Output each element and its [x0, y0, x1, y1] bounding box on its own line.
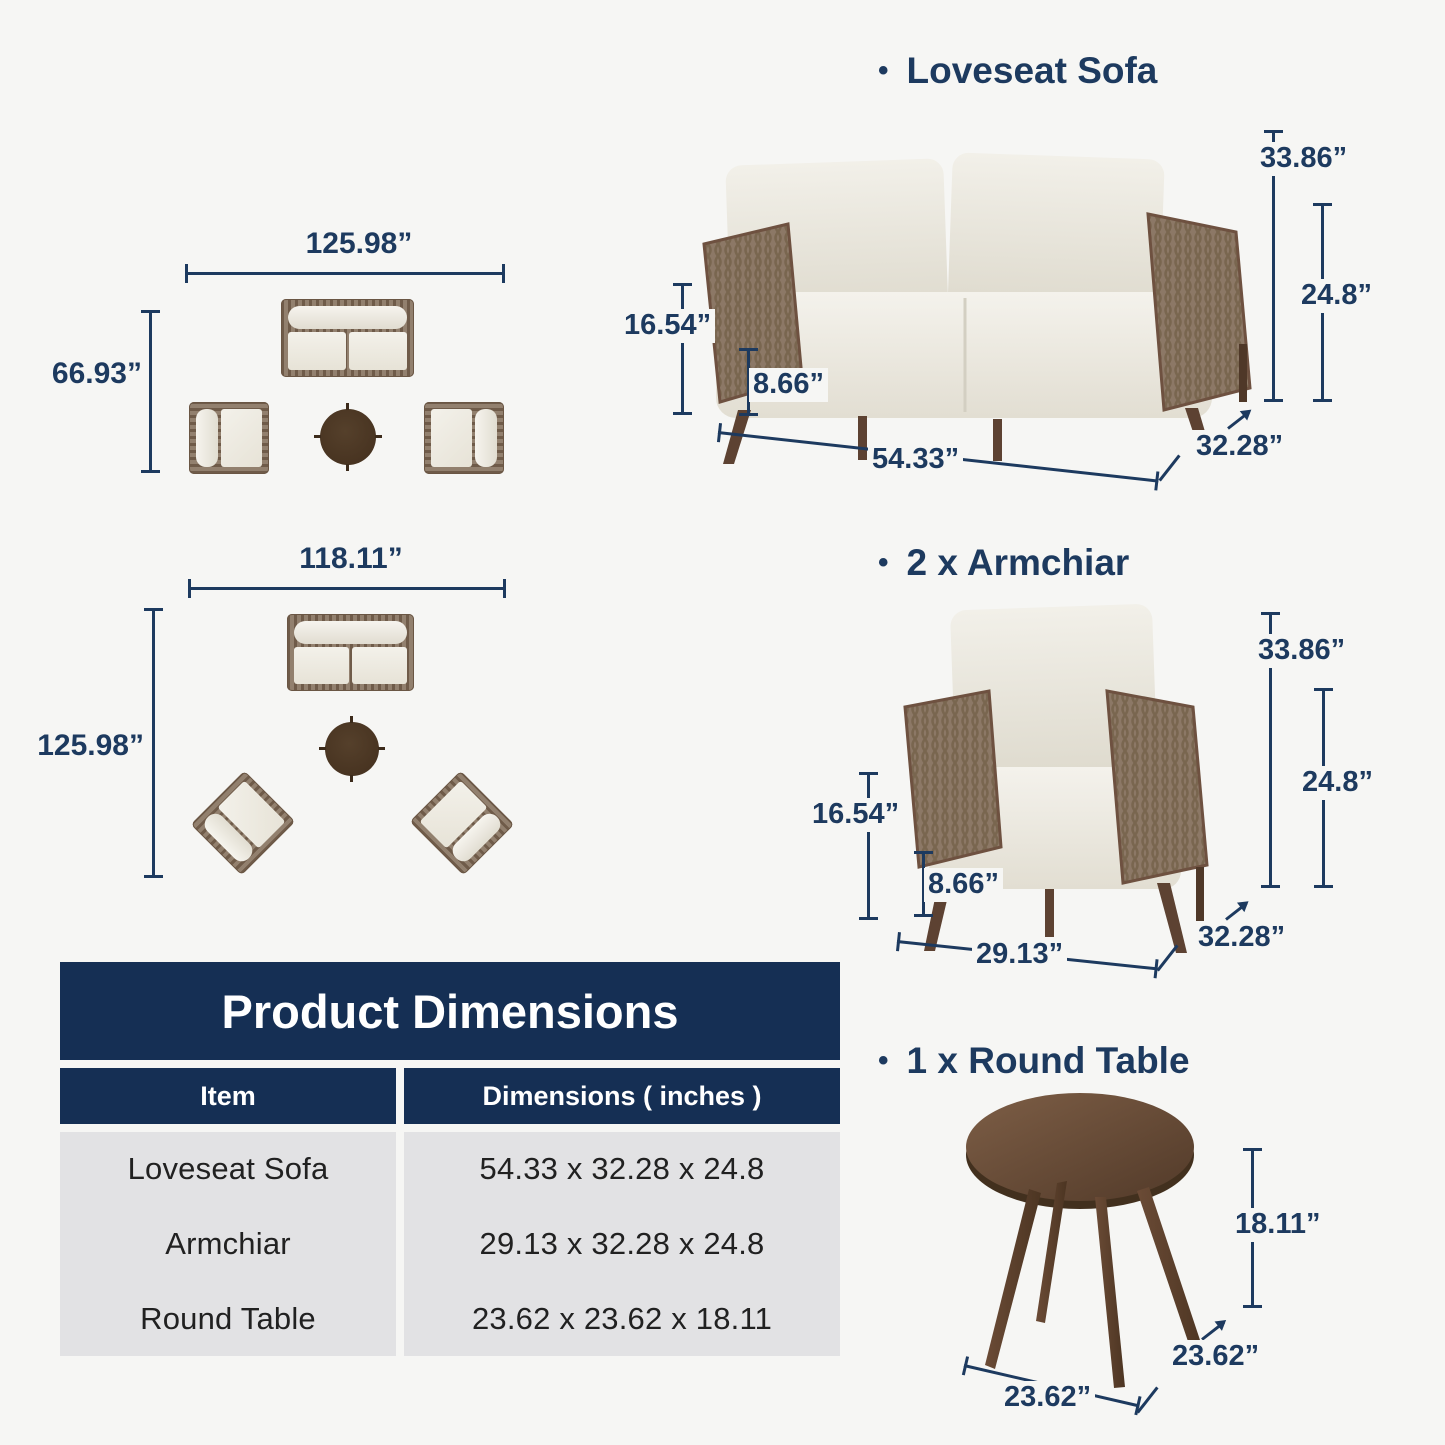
chair-cushion: [221, 409, 262, 467]
table-column-headers: [60, 1068, 840, 1124]
loveseat-top-view: [287, 614, 414, 691]
armchair-back-height-label: 24.8”: [1298, 766, 1377, 800]
loveseat-section-title: • Loveseat Sofa: [878, 50, 1158, 91]
layout2-width-line: [188, 587, 506, 590]
loveseat-total-height-label: 33.86”: [1256, 142, 1351, 176]
layout1-height-line: [149, 310, 152, 473]
dimensions-column: [404, 1132, 840, 1356]
bullet-icon: •: [878, 546, 889, 579]
armchair-depth-arrow: [1225, 902, 1247, 920]
loveseat-leg-height-label: 8.66”: [749, 368, 828, 402]
loveseat-seat-height-line: [681, 283, 684, 415]
sofa-seats: [294, 647, 407, 684]
armchair-total-height-label: 33.86”: [1254, 634, 1349, 668]
round-table-top-view: [320, 409, 376, 465]
table-row-item: Armchiar: [165, 1225, 291, 1261]
layout1-height-label: 66.93”: [34, 356, 146, 391]
loveseat-width-label: 54.33”: [868, 443, 963, 477]
table-title-bar: [60, 962, 840, 1060]
loveseat-back-height-label: 24.8”: [1297, 279, 1376, 313]
layout1-width-label: 125.98”: [255, 226, 463, 261]
product-dimensions-table: [60, 962, 840, 1356]
armchair-leg-height-label: 8.66”: [924, 868, 1003, 902]
round-table-top-view: [325, 722, 379, 776]
table-diameter-right-label: 23.62”: [1168, 1340, 1263, 1374]
item-column: [60, 1132, 396, 1356]
armchair-width-label: 29.13”: [972, 938, 1067, 972]
layout2-height-line: [152, 608, 155, 878]
table-title: Product Dimensions: [221, 984, 679, 1038]
table-row-dims: 29.13 x 32.28 x 24.8: [479, 1225, 765, 1261]
bullet-icon: •: [878, 1044, 889, 1077]
loveseat-photo: [688, 112, 1268, 467]
armchair-seat-height-label: 16.54”: [808, 798, 903, 832]
bullet-icon: •: [878, 54, 889, 87]
layout2-height-label: 125.98”: [30, 728, 148, 763]
sofa-back-roll: [288, 306, 407, 329]
table-diameter-left-label: 23.62”: [1000, 1381, 1095, 1415]
layout2-width-label: 118.11”: [247, 541, 455, 576]
armchair-top-view-right: [424, 402, 504, 474]
loveseat-depth-label: 32.28”: [1192, 430, 1287, 464]
loveseat-top-view: [281, 299, 414, 377]
sofa-seats: [288, 332, 407, 370]
table-row-dims: 54.33 x 32.28 x 24.8: [479, 1151, 765, 1187]
table-body: [60, 1132, 840, 1356]
armchair-depth-label: 32.28”: [1194, 921, 1289, 955]
table-row-item: Round Table: [140, 1300, 316, 1336]
armchair-photo: [895, 595, 1215, 965]
loveseat-seat-height-label: 16.54”: [620, 309, 715, 343]
armchair-section-title: • 2 x Armchiar: [878, 542, 1130, 583]
table-row-item: Loveseat Sofa: [127, 1151, 329, 1187]
column-header-item: Item: [60, 1068, 396, 1124]
armchair-top-view-right-angled: [410, 771, 515, 876]
chair-back-roll: [196, 409, 218, 467]
chair-back-roll: [475, 409, 497, 467]
armchair-top-view-left: [189, 402, 269, 474]
round-table-section-title: • 1 x Round Table: [878, 1040, 1190, 1081]
armchair-top-view-left-angled: [191, 771, 296, 876]
chair-cushion: [431, 409, 472, 467]
armchair-seat-height-line: [867, 772, 870, 920]
layout1-width-line: [185, 272, 505, 275]
column-header-dimensions: Dimensions ( inches ): [404, 1068, 840, 1124]
table-row-dims: 23.62 x 23.62 x 18.11: [471, 1300, 773, 1336]
sofa-back-roll: [294, 621, 407, 644]
table-height-label: 18.11”: [1231, 1208, 1324, 1242]
